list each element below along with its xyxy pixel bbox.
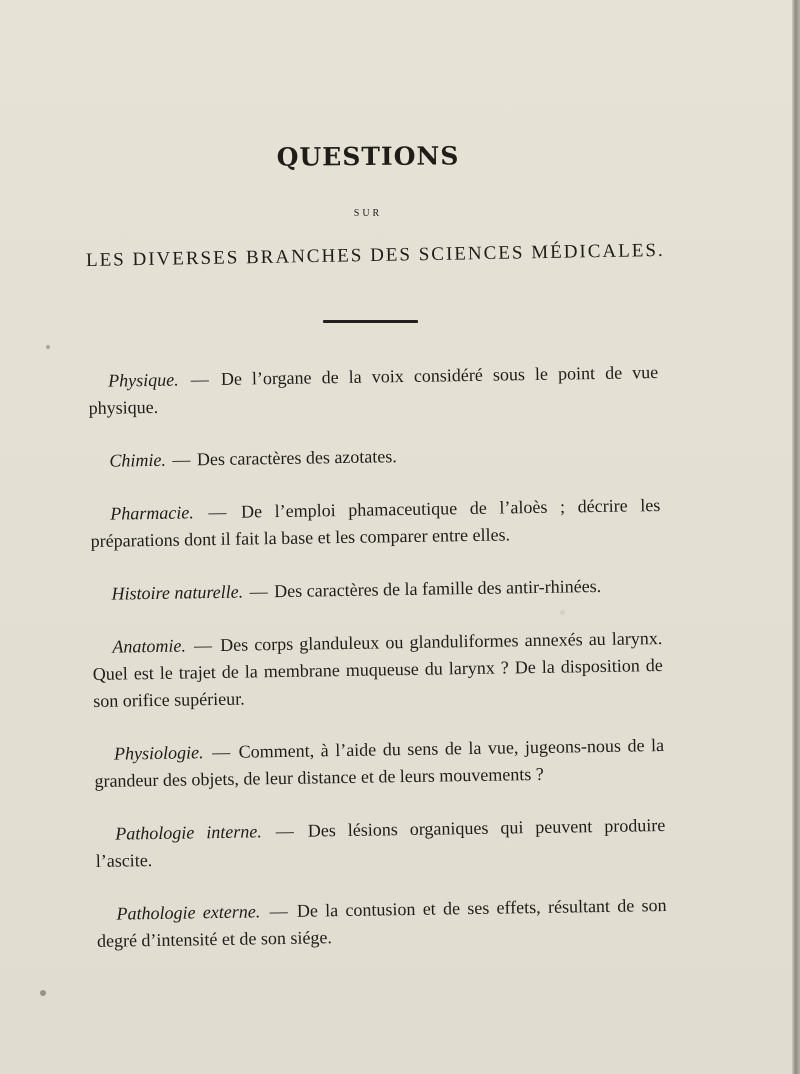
question-subject: Physique. xyxy=(108,369,179,391)
questions-list xyxy=(88,359,668,981)
page-title: QUESTIONS xyxy=(276,141,460,172)
question-separator: — xyxy=(172,449,191,470)
question-pharmacie xyxy=(90,492,661,555)
question-pathologie-interne xyxy=(95,812,666,875)
question-subject: Physiologie. xyxy=(113,742,204,764)
question-anatomie xyxy=(92,625,663,715)
question-physiologie xyxy=(94,732,665,795)
question-subject: Pathologie externe. xyxy=(116,901,261,924)
question-text: Des caractères des azotates. xyxy=(196,446,397,470)
question-text: De l’emploi phamaceutique de l’aloès ; décrire les préparations dont il fait la base et les comparer entre elles. xyxy=(90,495,661,551)
question-text: Des caractères de la famille des antir-rhinées. xyxy=(274,575,602,602)
question-subject: Pharmacie. xyxy=(110,502,194,524)
question-text: Des lésions organiques qui peuvent produire l’ascite. xyxy=(95,814,666,871)
question-text: De la contusion et de ses effets, résultant de son degré d’intensité et de son siége. xyxy=(96,894,667,951)
question-text: De l’organe de la voix considéré sous le point de vue physique. xyxy=(88,362,659,418)
question-separator: — xyxy=(269,900,288,922)
ink-spot xyxy=(40,990,46,996)
question-pathologie-externe xyxy=(96,892,667,955)
question-subject: Pathologie interne. xyxy=(115,821,262,844)
page-subtitle: LES DIVERSES BRANCHES DES SCIENCES MÉDICALES. xyxy=(85,239,665,271)
question-text: Des corps glanduleux ou glanduliformes annexés au larynx. Quel est le trajet de la membrane muqueuse du larynx ? De la disposition de son orifice supérieur. xyxy=(92,628,663,711)
question-separator: — xyxy=(275,820,294,842)
question-subject: Histoire naturelle. xyxy=(111,581,244,604)
question-separator: — xyxy=(211,741,231,763)
question-physique xyxy=(88,359,659,422)
question-subject: Anatomie. xyxy=(112,635,187,657)
question-separator: — xyxy=(190,369,209,390)
title-connector: SUR xyxy=(353,208,383,219)
question-separator: — xyxy=(208,501,227,523)
question-separator: — xyxy=(193,635,213,656)
question-text: Comment, à l’aide du sens de la vue, jugeons-nous de la grandeur des objets, de leur distance et de leurs mouvements ? xyxy=(94,734,665,791)
page-edge-shadow xyxy=(792,0,800,1074)
question-chimie xyxy=(89,439,659,475)
section-rule xyxy=(323,320,418,323)
question-histoire-naturelle xyxy=(91,572,661,608)
question-separator: — xyxy=(249,581,268,602)
ink-spot xyxy=(46,345,50,349)
question-subject: Chimie. xyxy=(109,449,167,471)
